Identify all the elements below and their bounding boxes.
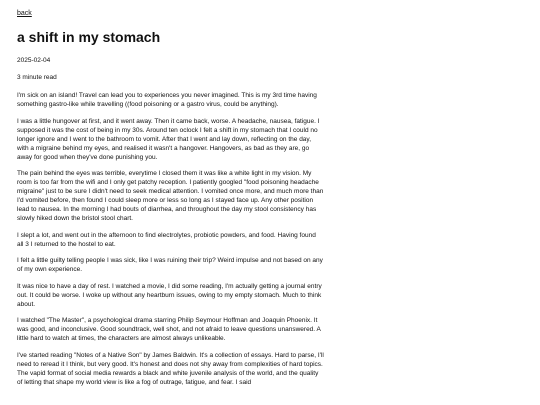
paragraph-1: I'm sick on an island! Travel can lead you to experiences you never imagined. This is my 3rd time having something gastro-like while travelling ((food poisoning or a gastro virus, could be anything). [17,92,317,108]
paragraph-4: I slept a lot, and went out in the afternoon to find electrolytes, probiotic powders, and food. Having found all 3 I returned to the hostel to eat. [17,231,316,248]
paragraph-3: The pain behind the eyes was terrible, everytime I closed them it was like a white light in my vision. My room is too far from the wifi and I only get patchy reception. I patiently googled "food poisoning headache migraine" just to be sure I didn't need to seek medical attention. I vomited once more, and much more than I'd vomited before, then found I could sleep more or less so long as I stayed face up. Any other position lead to nausea. In the morning I had bouts of diarrhea, and throughout the day my stool consistency has slowly hiked down the bristol stool chart. [17,170,324,222]
post-body [17,91,324,394]
paragraph-6: It was nice to have a day of rest. I watched a movie, I did some reading, I'm actually getting a journal entry out. It could be worse. I woke up without any heartburn issues, owing to my empty stomach. Much to think about. [17,282,322,308]
paragraph-7: I watched "The Master", a psychological drama starring Philip Seymour Hoffman and Joaquin Phoenix. It was good, and inconclusive. Good soundtrack, well shot, and not afraid to leave questions unanswered. A little hard to watch at times, the characters are almost always unlikeable. [17,317,321,342]
read-time: 3 minute read [17,74,57,81]
paragraph-5: I felt a little guilty telling people I was sick, like I was ruining their trip? Weird impulse and not based on any of my own experience. [17,257,323,273]
post-date: 2025-02-04 [17,57,51,64]
paragraph-2: I was a little hungover at first, and it went away. Then it came back, worse. A headache, nausea, fatigue. I supposed it was the cost of being in my 30s. Around ten oclock I felt a shift in my stomach that I could no longer ignore and I went to the bathroom to vomit. After that I went and lay down, reflecting on the day, with a migraine behind my eyes, and realised it wasn't a hangover. Hangovers, as bad as they are, go away for good when they've done punishing you. [17,117,320,161]
back-link[interactable]: back [17,10,32,17]
post-title: a shift in my stomach [17,29,161,45]
paragraph-8: I've started reading "Notes of a Native Son" by James Baldwin. It's a collection of essays. Hard to parse, I'll need to reread it I think, but very good. It's honest and does not shy away from complexities of hard topics. The vapid format of social media rewards a black and white juvenile analysis of the world, and the quality of letting that shape my world view is like a fog of outrage, fatigue, and fear. I said [17,351,324,386]
